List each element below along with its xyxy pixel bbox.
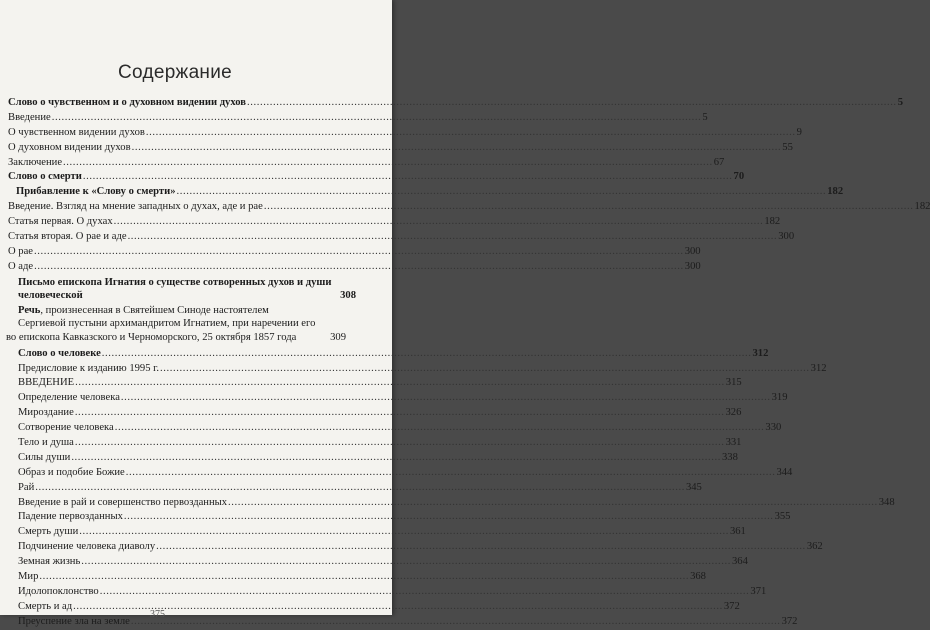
toc-entry-page: 319 xyxy=(771,392,788,404)
toc-leader-dots xyxy=(146,126,796,141)
toc-leader-dots xyxy=(124,510,774,525)
toc-entry xyxy=(0,421,782,436)
toc-leader-dots xyxy=(34,245,684,260)
toc-entry-label: Предисловие к изданию 1995 г. xyxy=(18,362,159,374)
toc-entry xyxy=(0,585,767,600)
toc-entry xyxy=(0,230,795,245)
toc-entry-page: 326 xyxy=(725,407,742,419)
toc-entry-label-line1: Письмо епископа Игнатия о существе сотворенных духов и души xyxy=(18,276,332,288)
toc-leader-dots xyxy=(114,215,764,230)
toc-entry-page: 9 xyxy=(796,126,802,138)
toc-entry-label: Сотворение человека xyxy=(18,422,114,434)
toc-leader-dots xyxy=(83,170,733,185)
toc-entry-page: 331 xyxy=(725,437,742,448)
toc-entry xyxy=(0,555,748,570)
page-number: 375 xyxy=(150,609,165,620)
toc-leader-dots xyxy=(177,185,827,200)
toc-leader-dots xyxy=(52,111,702,126)
toc-entry-page: 300 xyxy=(684,260,701,272)
toc-entry-page: 364 xyxy=(731,556,748,568)
toc-entry-label: Падение первозданных xyxy=(18,511,123,523)
toc-entry-label: Введение xyxy=(8,111,51,123)
toc-entry-page: 182 xyxy=(914,201,930,213)
toc-entry-label: Силы души xyxy=(18,451,71,463)
toc-entry xyxy=(0,496,895,511)
toc-entry-page: 55 xyxy=(782,141,793,153)
toc-entry-page: 330 xyxy=(765,422,782,434)
toc-entry-label: Введение в рай и совершенство первозданных xyxy=(18,496,228,508)
toc-entry-label: ВВЕДЕНИЕ xyxy=(18,377,75,389)
toc-entry xyxy=(0,570,706,585)
toc-entry-label: Мироздание xyxy=(18,407,74,419)
toc-leader-dots xyxy=(79,525,729,540)
toc-entry xyxy=(0,96,903,111)
toc-entry-page: 308 xyxy=(340,290,356,302)
toc-entry-label: Введение. Взгляд на мнение западных о духах, аде и рае xyxy=(8,201,263,213)
toc-entry xyxy=(0,481,702,496)
toc-entry-speech-rest: , произнесенная в Святейшем Синоде настоятелем xyxy=(40,304,269,316)
toc-entry-page: 372 xyxy=(781,615,798,627)
toc-entry-page: 67 xyxy=(713,156,725,168)
toc-entry-label: Земная жизнь xyxy=(18,556,81,568)
toc-entry-label-line2: человеческой xyxy=(18,290,83,302)
table-of-contents xyxy=(0,96,930,630)
toc-leader-dots xyxy=(115,421,765,436)
toc-leader-dots xyxy=(121,391,771,406)
toc-entry xyxy=(0,362,827,377)
toc-entry-page: 5 xyxy=(897,97,903,108)
toc-entry xyxy=(0,185,844,200)
toc-entry-label: О духовном видении духов xyxy=(8,141,131,153)
toc-leader-dots xyxy=(131,615,781,630)
toc-entry-label: О чувственном видении духов xyxy=(8,126,145,138)
toc-leader-dots xyxy=(247,96,897,111)
toc-entry xyxy=(0,260,701,275)
toc-leader-dots xyxy=(75,436,725,451)
toc-leader-dots xyxy=(100,585,750,600)
toc-entry-speech-line3: во епископа Кавказского и Черноморского, 25 октября 1857 года xyxy=(6,332,297,344)
toc-entry xyxy=(0,141,793,156)
toc-entry-page: 368 xyxy=(690,571,706,583)
toc-entry-page: 348 xyxy=(878,496,895,508)
toc-entry xyxy=(0,466,793,481)
toc-entry-label: Идолопоклонство xyxy=(18,585,99,597)
toc-leader-dots xyxy=(228,496,878,511)
toc-entry-page: 5 xyxy=(702,111,708,123)
toc-leader-dots xyxy=(132,141,782,156)
toc-entry xyxy=(0,111,708,126)
toc-entry-speech-line3-row xyxy=(6,331,346,345)
toc-entry-label: Статья первая. О духах xyxy=(8,216,113,228)
toc-leader-dots xyxy=(34,260,684,275)
toc-entry-label: Заключение xyxy=(8,156,63,168)
toc-entry-speech-lead: Речь xyxy=(18,304,41,316)
toc-entry-label: Слово о чувственном и о духовном видении духов xyxy=(8,97,246,108)
toc-entry-label: Тело и душа xyxy=(18,437,74,448)
toc-entry-label: Прибавление к «Слову о смерти» xyxy=(16,186,176,198)
toc-entry-label: Мир xyxy=(18,571,39,583)
toc-entry-page: 361 xyxy=(729,526,746,538)
toc-entry xyxy=(0,540,823,555)
toc-entry-page: 312 xyxy=(752,347,769,359)
toc-entry-page: 300 xyxy=(778,231,795,243)
toc-leader-dots xyxy=(63,156,713,171)
toc-entry xyxy=(0,245,701,260)
toc-entry-speech xyxy=(0,304,346,345)
toc-entry-page: 315 xyxy=(725,377,742,389)
page-title: Содержание xyxy=(117,62,233,83)
toc-leader-dots xyxy=(128,230,778,245)
toc-leader-dots xyxy=(81,555,731,570)
toc-entry xyxy=(0,525,746,540)
toc-entry xyxy=(0,615,798,630)
toc-entry xyxy=(0,347,769,362)
toc-entry-label: Статья вторая. О рае и аде xyxy=(8,231,127,243)
toc-entry xyxy=(0,156,725,171)
toc-entry xyxy=(0,436,742,451)
toc-entry-label: Слово о смерти xyxy=(8,171,82,183)
toc-entry-label: О рае xyxy=(8,245,33,257)
toc-section-1 xyxy=(0,96,930,275)
toc-entry-page: 355 xyxy=(774,511,791,523)
toc-entry-label: Смерть души xyxy=(18,526,79,538)
toc-leader-dots xyxy=(102,347,752,362)
toc-entry-page: 182 xyxy=(827,186,844,198)
toc-entry-label: Слово о человеке xyxy=(18,347,101,359)
toc-leader-dots xyxy=(35,481,685,496)
toc-entry-label: Рай xyxy=(18,481,35,493)
toc-entry-speech-line2: Сергиевой пустыни архимандритом Игнатием, при наречении его xyxy=(18,318,316,330)
toc-entry xyxy=(0,391,788,406)
toc-entry xyxy=(0,200,930,215)
toc-leader-dots xyxy=(75,406,725,421)
toc-leader-dots xyxy=(39,570,689,585)
toc-entry-page: 362 xyxy=(806,541,823,553)
toc-entry-label: Преуспение зла на земле xyxy=(18,615,130,627)
toc-entry xyxy=(0,376,742,391)
toc-leader-dots xyxy=(264,200,914,215)
toc-entry-label: Подчинение человека диаволу xyxy=(18,541,156,553)
toc-leader-dots xyxy=(75,376,725,391)
toc-entry-label: Определение человека xyxy=(18,392,120,404)
toc-entry-page: 70 xyxy=(733,171,745,183)
toc-leader-dots xyxy=(160,362,810,377)
toc-entry xyxy=(0,170,745,185)
toc-entry-label: О аде xyxy=(8,260,34,272)
toc-entry xyxy=(0,451,738,466)
toc-entry-page: 309 xyxy=(330,332,346,344)
toc-entry xyxy=(0,406,742,421)
toc-entry-page: 372 xyxy=(723,600,740,612)
toc-entry xyxy=(0,126,802,141)
toc-entry xyxy=(0,510,791,525)
toc-leader-dots xyxy=(71,451,721,466)
toc-entry-speech-line1 xyxy=(18,304,346,318)
toc-entry-page: 338 xyxy=(722,451,738,463)
toc-section-2 xyxy=(0,347,895,630)
toc-entry-page: 371 xyxy=(750,585,767,597)
toc-leader-dots xyxy=(156,540,806,555)
toc-entry xyxy=(0,215,781,230)
toc-entry-page: 344 xyxy=(776,466,793,478)
toc-entry-letter xyxy=(0,276,356,303)
toc-entry-page: 345 xyxy=(685,481,702,493)
toc-entry-page: 312 xyxy=(810,362,827,374)
toc-entry-page: 182 xyxy=(764,216,781,228)
toc-entry-label-line2-row xyxy=(18,289,356,303)
toc-entry-label: Образ и подобие Божие xyxy=(18,466,125,478)
toc-leader-dots xyxy=(126,466,776,481)
toc-entry-page: 300 xyxy=(684,245,701,257)
toc-entry-label: Смерть и ад xyxy=(18,600,73,612)
